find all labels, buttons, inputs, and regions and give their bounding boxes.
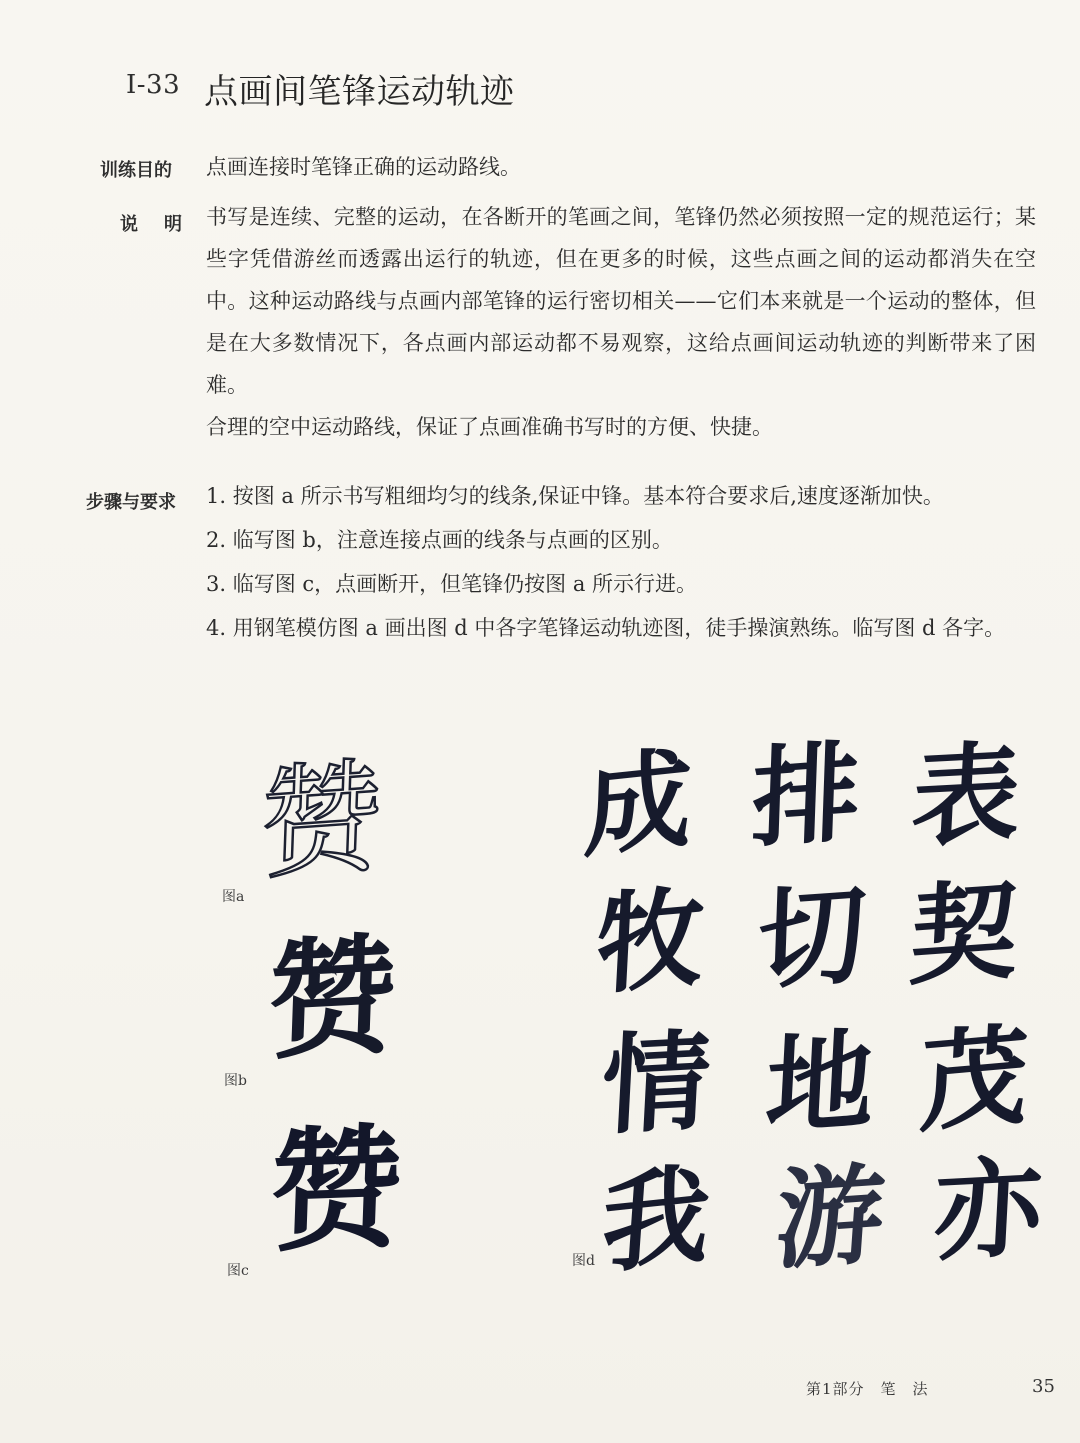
step-item: 3. 临写图 c，点画断开，但笔锋仍按图 a 所示行进。 [206,572,698,596]
goal-label: 训练目的 [100,160,172,181]
description-paragraph: 书写是连续、完整的运动，在各断开的笔画之间，笔锋仍然必须按照一定的规范运行；某些字凭借游丝而透露出运行的轨迹，但在更多的时候，这些点画之间的运动都消失在空中。这种运动路线与点画内部笔锋的运行密切相关——它们本来就是一个运动的整体，但是在大多数情况下，各点画内部运动都不易观察，这给点画间运动轨迹的判断带来了困难。 [206,205,1036,397]
figure-d-character: 我 [597,1150,715,1290]
figure-b-calligraphy: 赞 [265,920,399,1078]
steps-label: 步骤与要求 [86,492,176,513]
figure-a-label: 图a [222,889,245,905]
figure-d-character: 牧 [592,873,708,1011]
figure-d-character: 地 [762,1016,878,1152]
figure-d-label: 图d [572,1253,595,1269]
figure-d-character: 茂 [916,1011,1032,1149]
figure-c-calligraphy: 赞 [267,1110,405,1271]
steps-list [206,474,1046,650]
description-block [206,196,1036,448]
lesson-title: 点画间笔锋运动轨迹 [204,72,515,112]
figure-d-character: 排 [749,728,863,864]
page-number: 35 [1032,1376,1055,1397]
step-item: 1. 按图 a 所示书写粗细均匀的线条,保证中锋。基本符合要求后,速度逐渐加快。 [206,484,944,508]
figure-d-character: 成 [582,734,694,874]
figure-d-character: 契 [906,866,1022,1002]
figure-b-label: 图b [224,1073,247,1089]
description-paragraph: 合理的空中运动路线，保证了点画准确书写时的方便、快捷。 [206,415,773,439]
figure-d-character: 切 [755,870,869,1006]
step-item: 4. 用钢笔模仿图 a 画出图 d 中各字笔锋运动轨迹图，徒手操演熟练。临写图 d 各字。 [206,616,1006,640]
figure-a-calligraphy: 赞 [257,745,385,897]
figure-d-character: 表 [908,729,1024,863]
figure-c-label: 图c [227,1263,249,1279]
figure-d-character: 亦 [930,1143,1046,1277]
goal-text: 点画连接时笔锋正确的运动路线。 [206,155,521,179]
description-label: 说 明 [120,214,182,235]
step-item: 2. 临写图 b，注意连接点画的线条与点画的区别。 [206,528,673,552]
lesson-number: I-33 [126,70,181,100]
figure-d-character: 游 [771,1150,889,1286]
footer-section-title: 第1部分 笔 法 [806,1380,929,1398]
figure-d-character: 情 [598,1017,714,1151]
